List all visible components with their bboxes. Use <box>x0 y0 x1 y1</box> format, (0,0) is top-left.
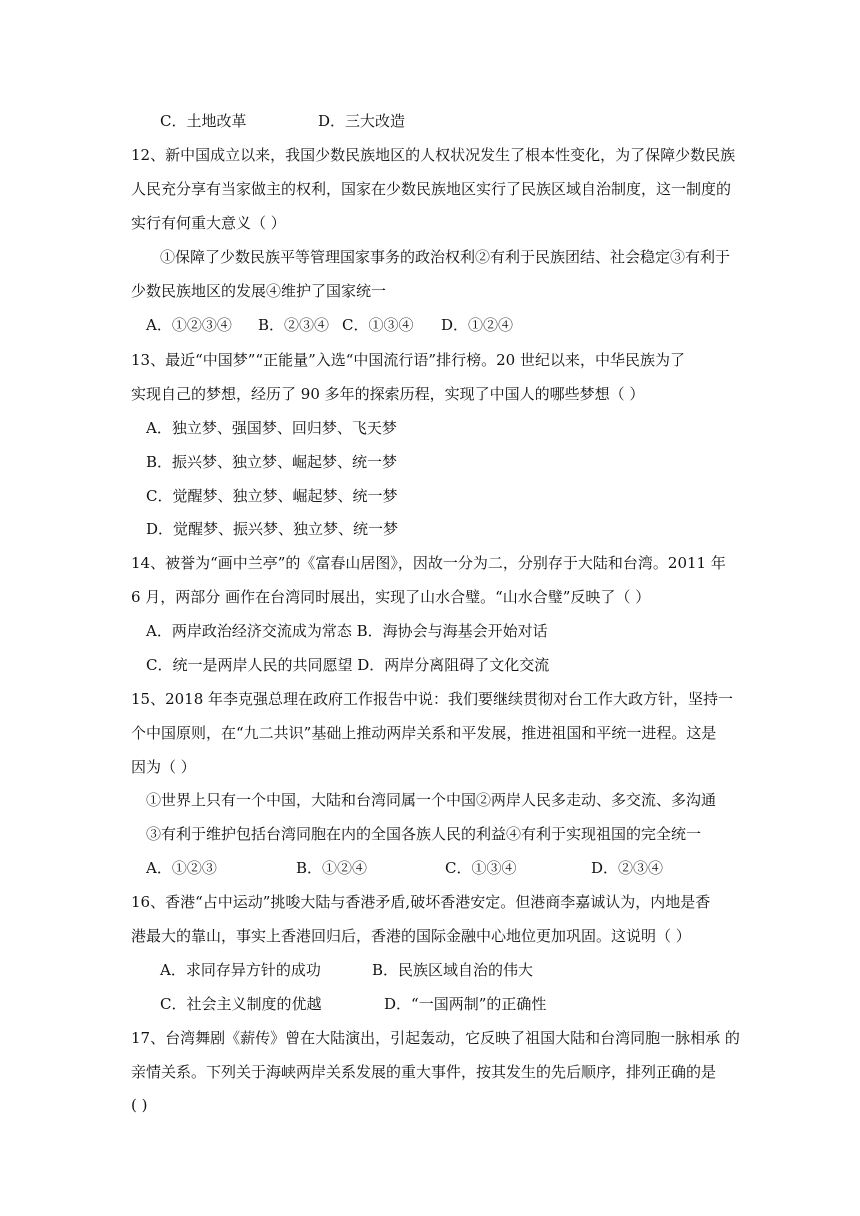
q12-option-a: A．①②③④ <box>146 316 232 334</box>
q12-option-c: C．①③④ <box>342 316 414 334</box>
q15-option-d: D．②③④ <box>591 859 664 877</box>
exam-page: C．土地改革 D．三大改造 12、新中国成立以来，我国少数民族地区的人权状况发生了根本性变化，为了保障少数民族 人民充分享有当家做主的权利，国家在少数民族地区实行了民族区域自治制度，这一制度的 实行有何重大意义（ ） ①保障了少数民族平等管理国家事务的政治权利②有利于民族团结、社会稳定③有利于 少数民族地区的发展④维护了国家统一 A．①②③④ B．②③④ C．①③④ D．①②④ 13、最近“中国梦”“正能量”入选“中国流行语”排行榜。20 世纪以来，中华民族为了 实现自己的梦想，经历了 90 多年的探索历程，实现了中国人的哪些梦想（ ） A．独立梦、强国梦、回归梦、飞天梦 B．振兴梦、独立梦、崛起梦、统一梦 C．觉醒梦、独立梦、崛起梦、统一梦 D．觉醒梦、振兴梦、独立梦、统一梦 14、被誉为“画中兰亭”的《富春山居图》，因故一分为二，分别存于大陆和台湾。2011 年 6 月，两部分 画作在台湾同时展出，实现了山水合璧。“山水合璧”反映了（ ） A．两岸政治经济交流成为常态 B．海协会与海基会开始对话 C．统一是两岸人民的共同愿望 D．两岸分离阻碍了文化交流 15、2018 年李克强总理在政府工作报告中说：我们要继续贯彻对台工作大政方针，坚持一 个中国原则，在“九二共识”基础上推动两岸关系和平发展，推进祖国和平统一进程。这是 因为（ ） ①世界上只有一个中国，大陆和台湾同属一个中国②两岸人民多走动、多交流、多沟通 ③有利于维护包括台湾同胞在内的全国各族人民的利益④有利于实现祖国的完全统一 A．①②③ B．①②④ C．①③④ D．②③④ 16、香港“占中运动”挑唆大陆与香港矛盾,破坏香港安定。但港商李嘉诚认为，内地是香 港最大的靠山，事实上香港回归后，香港的国际金融中心地位更加巩固。这说明（ ） A．求同存异方针的成功 B．民族区域自治的伟大 C．社会主义制度的优越 D．“一国两制”的正确性 17、台湾舞剧《薪传》曾在大陆演出，引起轰动，它反映了祖国大陆和台湾同胞一脉相承 的 亲情关系。下列关于海峡两岸关系发展的重大事件，按其发生的先后顺序，排列正确的是 ( ) <box>131 112 740 1114</box>
q11-option-c: C．土地改革 <box>160 112 247 130</box>
q16-option-d: D．“一国两制”的正确性 <box>384 995 547 1013</box>
q15-option-c: C．①③④ <box>445 859 517 877</box>
q16-option-b: B．民族区域自治的伟大 <box>372 961 534 979</box>
q16-option-a: A．求同存异方针的成功 <box>160 961 321 979</box>
q12-option-b: B．②③④ <box>258 316 330 334</box>
q16-option-c: C．社会主义制度的优越 <box>160 995 322 1013</box>
q15-option-b: B．①②④ <box>296 859 368 877</box>
q12-option-d: D．①②④ <box>441 316 514 334</box>
q11-option-d: D．三大改造 <box>318 112 406 130</box>
q15-option-a: A．①②③ <box>146 859 217 877</box>
